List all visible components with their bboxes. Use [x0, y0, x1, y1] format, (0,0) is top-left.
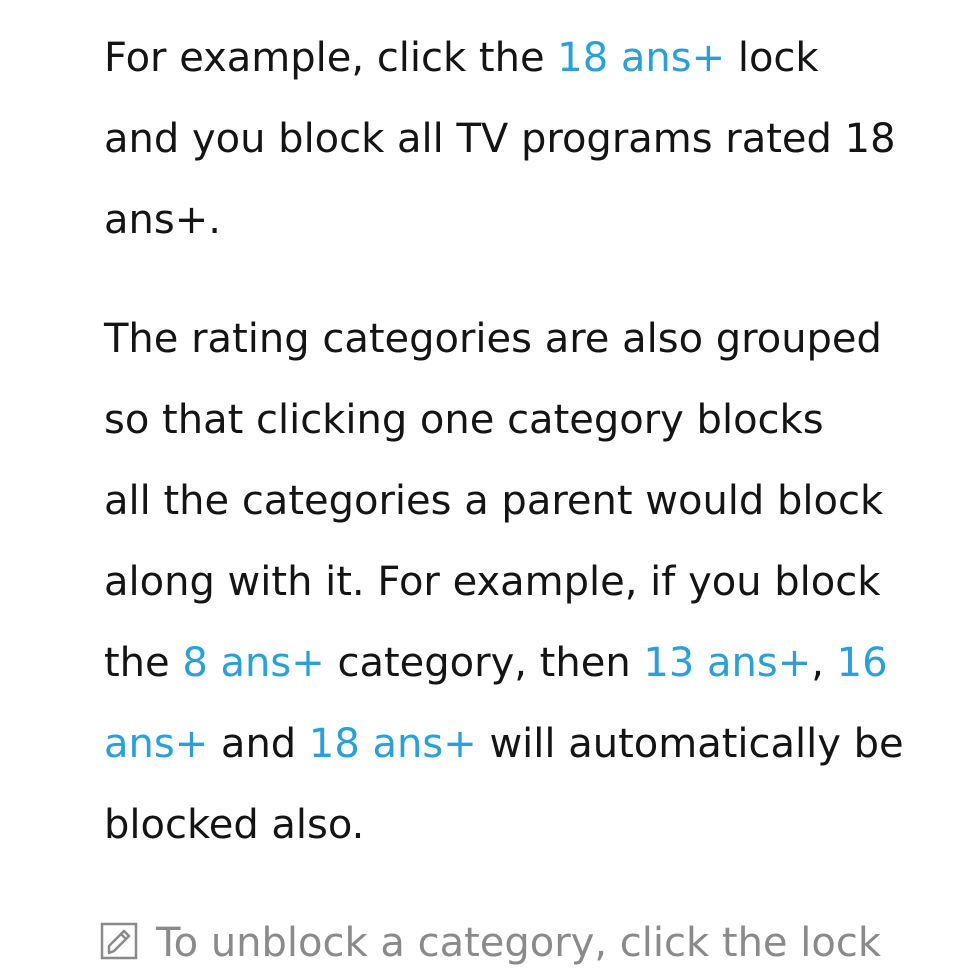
- text-segment: the: [104, 640, 183, 686]
- paragraph1-line3: ans+.: [104, 197, 221, 243]
- paragraph2-line5: [104, 639, 888, 687]
- rating-18-ans-label: 18 ans+: [557, 35, 726, 81]
- paragraph2-line7: blocked also.: [104, 802, 365, 848]
- text-segment: lock: [725, 35, 819, 81]
- paragraph2-line1: The rating categories are also grouped: [104, 316, 882, 362]
- text-segment: For example, click the: [104, 35, 558, 81]
- paragraph2-line6: [104, 720, 904, 768]
- paragraph2-line4: along with it. For example, if you block: [104, 559, 881, 605]
- rating-18-ans-label: 18 ans+: [308, 721, 477, 767]
- text-segment: ,: [811, 640, 837, 686]
- paragraph1-line2: and you block all TV programs rated 18: [104, 116, 896, 162]
- note-line: [100, 919, 881, 967]
- note-text: To unblock a category, click the lock: [156, 920, 881, 966]
- note-icon: [100, 922, 138, 960]
- rating-16-ans-label-part2: ans+: [104, 721, 209, 767]
- rating-13-ans-label: 13 ans+: [643, 640, 812, 686]
- text-segment: will automatically be: [476, 721, 904, 767]
- rating-16-ans-label-part1: 16: [836, 640, 888, 686]
- text-segment: category, then: [324, 640, 644, 686]
- paragraph2-line3: all the categories a parent would block: [104, 478, 884, 524]
- paragraph2-line2: so that clicking one category blocks: [104, 397, 824, 443]
- rating-8-ans-label: 8 ans+: [182, 640, 325, 686]
- text-segment: and: [208, 721, 309, 767]
- paragraph1-line1: [104, 34, 819, 82]
